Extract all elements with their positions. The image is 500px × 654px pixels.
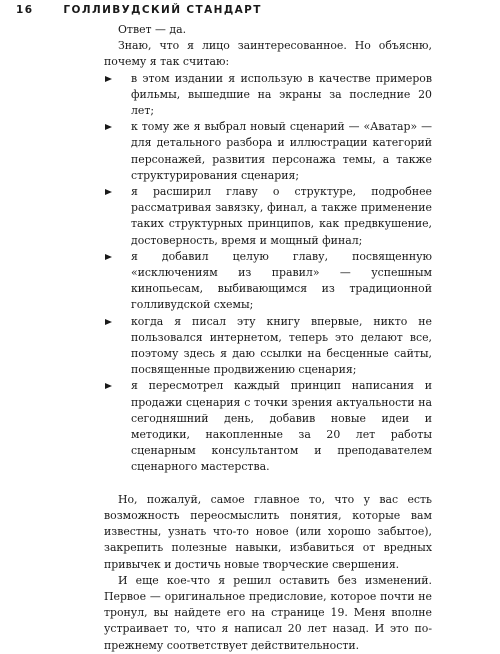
bullet-item (104, 184, 432, 249)
bullet-text: к тому же я выбрал новый сценарий — «Аватар» — для детального разбора и иллюстрации категорий персонажей, развития персонажа темы, а также структурирования сценария; (131, 120, 432, 182)
bullet-text: я расширил главу о структуре, подробнее рассматривая завязку, финал, а также применение таких структурных принципов, как предвкушение, достоверность, время и мощный финал; (131, 185, 432, 247)
book-title: ГОЛЛИВУДСКИЙ СТАНДАРТ (63, 4, 262, 16)
page-number: 16 (16, 4, 34, 16)
bullet-text: я добавил целую главу, посвященную «исключениям из правил» — успешным кинопьесам, выбивающимся из традиционной голливудской схемы; (131, 249, 432, 312)
triangle-bullet-icon (105, 189, 112, 195)
triangle-bullet-icon (105, 383, 112, 389)
triangle-bullet-icon (105, 76, 112, 82)
main-paragraph: Но, пожалуй, самое главное то, что у вас есть возможность переосмыслить понятия, которые вам известны, узнать что-то новое (или хорошо забытое), закрепить полезные навыки, избавиться от вредных привычек и достичь новые творческие свершения. (104, 492, 432, 571)
triangle-bullet-icon (105, 254, 112, 260)
triangle-bullet-icon (105, 124, 112, 130)
answer-paragraph: Ответ — да. (118, 23, 187, 36)
bullet-item (104, 119, 432, 184)
bullet-item (104, 71, 432, 120)
running-header (16, 4, 262, 16)
bullet-item (104, 314, 432, 379)
bullet-list (104, 71, 432, 476)
bullet-item (104, 249, 432, 314)
bullet-text: когда я писал эту книгу впервые, никто не пользовался интернетом, теперь это делают все, поэтому здесь я даю ссылки на бесценные сайты, посвященные продвижению сценария; (131, 314, 432, 377)
closing-paragraph: И еще кое-что я решил оставить без изменений. Первое — оригинальное предисловие, которое почти не тронул, вы найдете его на странице 19. Меня вполне устраивает то, что я написал 20 лет назад. И это по-прежнему соответствует действительности. (104, 573, 432, 652)
paragraph-gap (104, 476, 432, 492)
body-text (104, 22, 432, 654)
bullet-text: я пересмотрел каждый принцип написания и продажи сценария с точки зрения актуальности на сегодняшний день, добавив новые идеи и методики, накопленные за 20 лет работы сценарным консультантом и преподавателем сценарного мастерства. (131, 379, 432, 474)
intro-paragraph: Знаю, что я лицо заинтересованное. Но объясню, почему я так считаю: (104, 39, 432, 69)
bullet-text: в этом издании я использую в качестве примеров фильмы, вышедшие на экраны за последние 20 лет; (131, 71, 432, 118)
bullet-item (104, 378, 432, 475)
triangle-bullet-icon (105, 319, 112, 325)
